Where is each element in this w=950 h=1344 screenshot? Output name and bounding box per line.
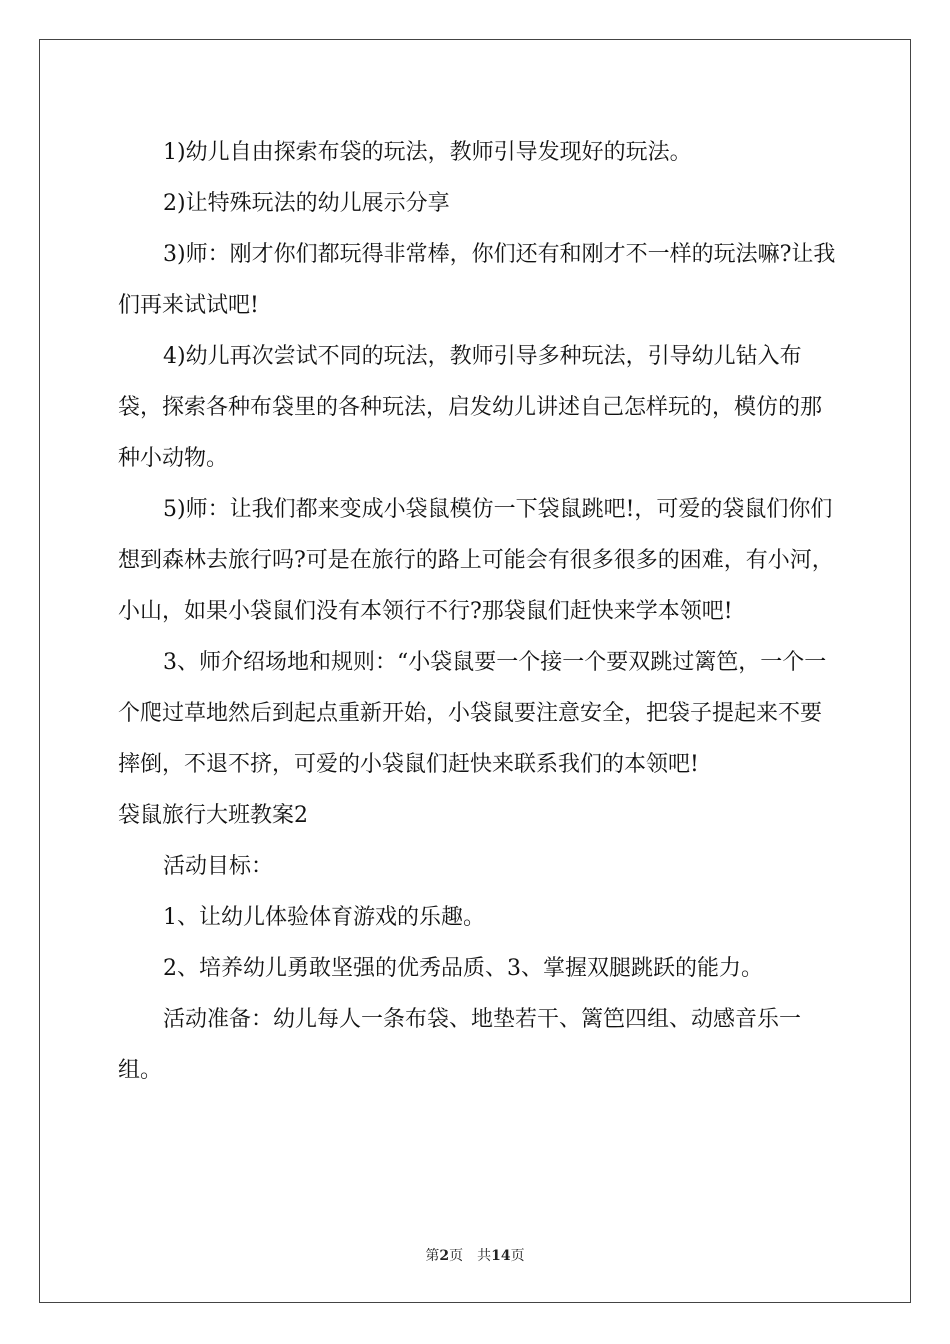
footer-total-pages: 14 [491, 1248, 511, 1264]
paragraph: 活动准备：幼儿每人一条布袋、地垫若干、篱笆四组、动感音乐一组。 [118, 1007, 802, 1083]
paragraph: 活动目标： [163, 854, 274, 879]
footer-total-prefix: 共 [477, 1248, 492, 1264]
footer-page-number: 2 [439, 1248, 450, 1264]
paragraph: 1)幼儿自由探索布袋的玩法，教师引导发现好的玩法。 [163, 140, 692, 165]
paragraph: 3)师：刚才你们都玩得非常棒，你们还有和刚才不一样的玩法嘛?让我们再来试试吧! [118, 242, 836, 318]
paragraph: 1、让幼儿体验体育游戏的乐趣。 [163, 905, 485, 930]
document-body [118, 127, 838, 1096]
page-footer [0, 1245, 950, 1265]
paragraph: 2)让特殊玩法的幼儿展示分享 [163, 191, 450, 216]
footer-page-suffix: 页 [449, 1248, 464, 1264]
footer-prefix: 第 [425, 1248, 440, 1264]
paragraph: 5)师：让我们都来变成小袋鼠模仿一下袋鼠跳吧!，可爱的袋鼠们你们想到森林去旅行吗?可是在旅行的路上可能会有很多很多的困难，有小河，小山，如果小袋鼠们没有本领行不行?那袋鼠们赶快来学本领吧! [118, 497, 834, 624]
section-heading: 袋鼠旅行大班教案2 [118, 803, 308, 828]
footer-total-suffix: 页 [510, 1248, 525, 1264]
paragraph: 2、培养幼儿勇敢坚强的优秀品质、3、掌握双腿跳跃的能力。 [163, 956, 763, 981]
paragraph: 3、师介绍场地和规则：“小袋鼠要一个接一个要双跳过篱笆，一个一个爬过草地然后到起点重新开始，小袋鼠要注意安全，把袋子提起来不要摔倒，不退不挤，可爱的小袋鼠们赶快来联系我们的本领吧! [118, 650, 827, 777]
paragraph: 4)幼儿再次尝试不同的玩法，教师引导多种玩法，引导幼儿钻入布袋，探索各种布袋里的各种玩法，启发幼儿讲述自己怎样玩的，模仿的那种小动物。 [118, 344, 823, 471]
